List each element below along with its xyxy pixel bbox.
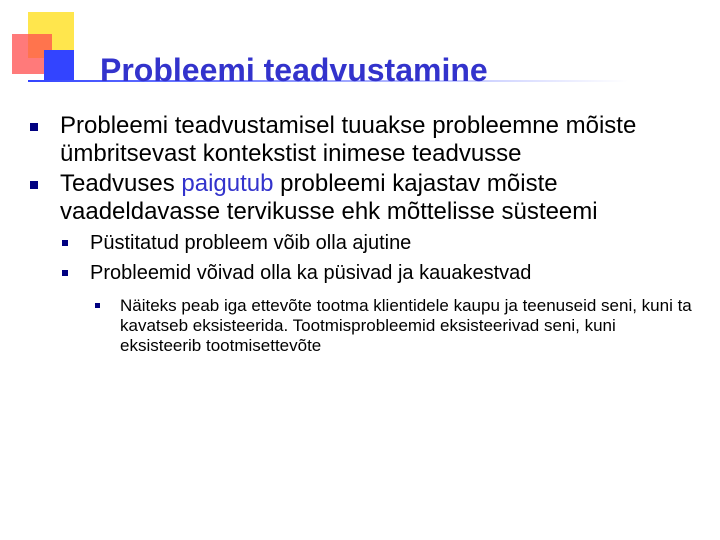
sub-sub-bullet-text: Näiteks peab iga ettevõte tootma klientidele kaupu ja teenuseid seni, kuni ta kavatseb eksisteerida. Tootmisprobleemid eksisteerivad seni, kuni eksisteerib tootmisettevõte xyxy=(120,296,692,355)
bullet-text-start: Teadvuses xyxy=(60,170,182,197)
slide-title: Probleemi teadvustamine xyxy=(100,52,488,88)
sub-bullet-item-1 xyxy=(0,230,700,256)
sub-sub-bullet-item-1 xyxy=(0,296,700,356)
bullet-square-icon xyxy=(30,181,38,189)
bullet-square-icon xyxy=(30,123,38,131)
bullet-item-2 xyxy=(0,170,700,226)
sub-bullet-text: Püstitatud probleem võib olla ajutine xyxy=(90,232,412,254)
bullet-list xyxy=(0,112,720,356)
bullet-square-icon xyxy=(95,303,100,308)
bullet-text: Probleemi teadvustamisel tuuakse probleemne mõiste ümbritsevast kontekstist inimese teadvusse xyxy=(60,112,637,167)
bullet-square-icon xyxy=(62,240,68,246)
bullet-text-end: probleemi kajastav mõiste vaadeldavasse tervikusse ehk mõttelisse süsteemi xyxy=(60,170,598,225)
sub-bullet-text: Probleemid võivad olla ka püsivad ja kauakestvad xyxy=(90,262,532,284)
decor-blue-square xyxy=(44,50,74,80)
bullet-square-icon xyxy=(62,270,68,276)
bullet-item-1 xyxy=(0,112,700,168)
sub-bullet-item-2 xyxy=(0,260,700,286)
bullet-highlight-word: paigutub xyxy=(181,170,274,197)
